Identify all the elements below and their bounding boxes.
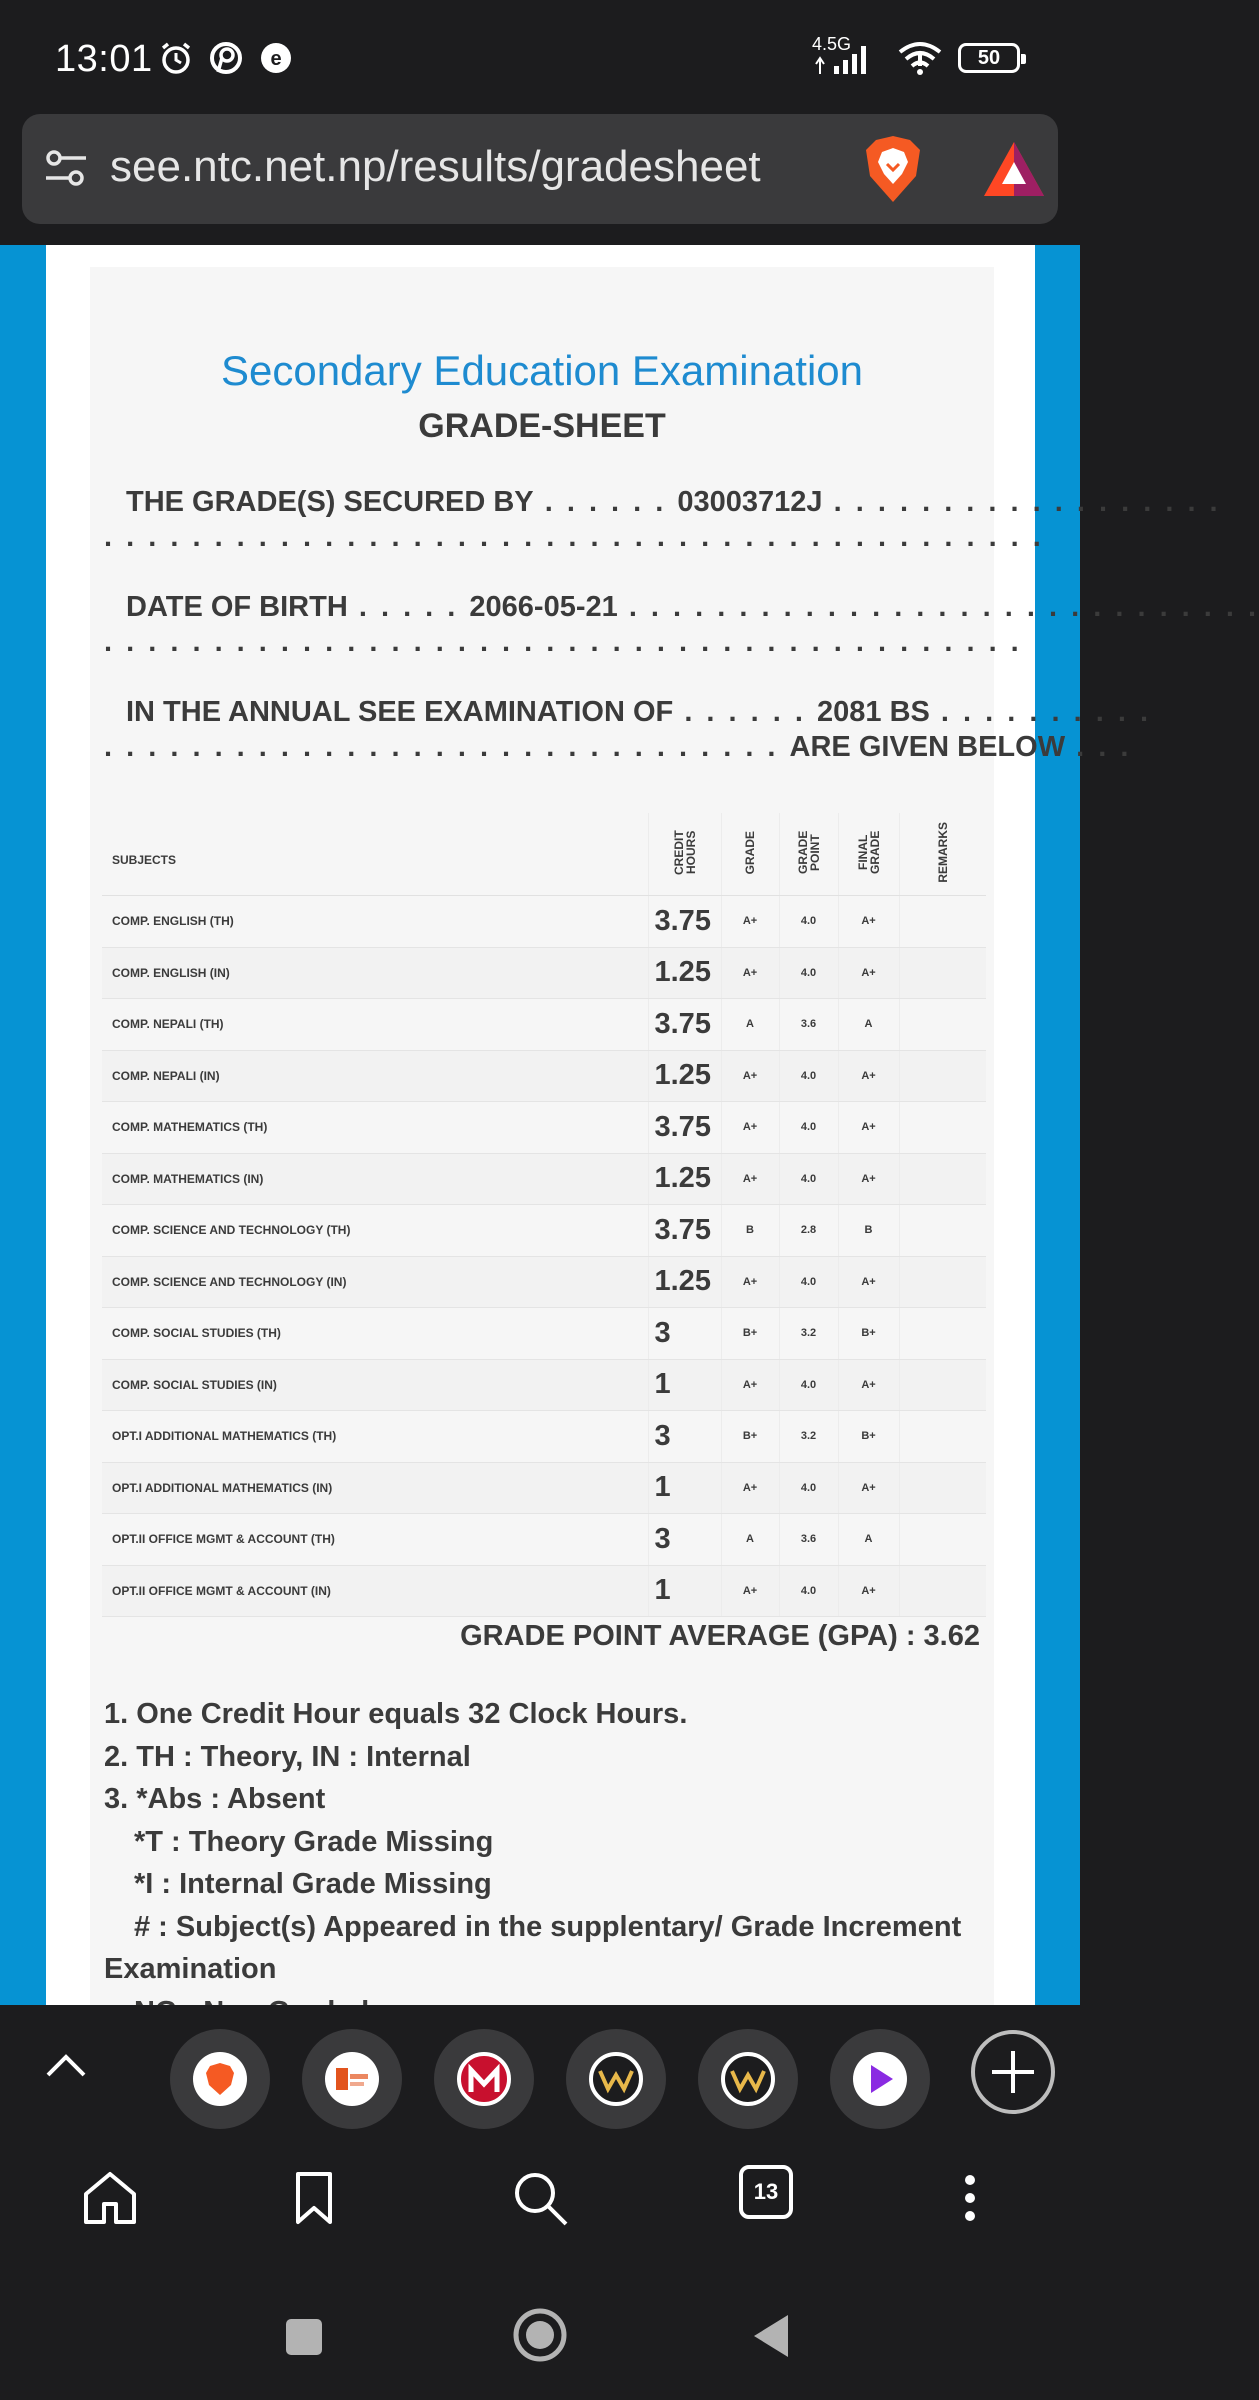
remarks-cell — [899, 1308, 986, 1360]
credit-hours-cell: 1.25 — [648, 1153, 721, 1205]
credit-hours-cell: 1.25 — [648, 1050, 721, 1102]
grade-point-cell: 4.0 — [779, 947, 838, 999]
grade-cell: B+ — [721, 1308, 779, 1360]
expand-tabs-icon[interactable] — [44, 2045, 88, 2089]
store-favicon-icon — [325, 2052, 379, 2106]
table-row — [102, 1308, 986, 1360]
final-grade-cell: A+ — [838, 947, 899, 999]
final-grade-cell: B+ — [838, 1308, 899, 1360]
grade-cell: B — [721, 1205, 779, 1257]
grade-cell: A+ — [721, 1153, 779, 1205]
credit-hours-cell: 1.25 — [648, 947, 721, 999]
grade-cell: A+ — [721, 1102, 779, 1154]
final-grade-cell: B+ — [838, 1411, 899, 1463]
grade-point-cell: 4.0 — [779, 1359, 838, 1411]
note-item: Examination — [104, 1953, 277, 1985]
credit-hours-cell: 1 — [648, 1359, 721, 1411]
note-item: 1. One Credit Hour equals 32 Clock Hours. — [104, 1698, 688, 1730]
note-item: # : Subject(s) Appeared in the supplentary/ Grade Increment — [134, 1910, 962, 1943]
table-row — [102, 1102, 986, 1154]
grade-point-cell: 4.0 — [779, 1050, 838, 1102]
site-settings-icon[interactable] — [42, 144, 90, 192]
remarks-cell — [899, 999, 986, 1051]
grade-cell: A+ — [721, 1462, 779, 1514]
grade-point-cell: 4.0 — [779, 1565, 838, 1617]
grade-cell: A+ — [721, 1256, 779, 1308]
tab-strip — [0, 2005, 1080, 2135]
gradesheet-card — [90, 267, 1259, 2067]
status-bar — [0, 0, 1080, 115]
tab-store[interactable] — [302, 2029, 402, 2129]
note-item: *T : Theory Grade Missing — [134, 1825, 494, 1858]
brave-shields-icon[interactable] — [862, 134, 924, 204]
grade-cell: A+ — [721, 1565, 779, 1617]
col-final-grade: FINAL GRADE — [838, 813, 899, 896]
table-row — [102, 1411, 986, 1463]
subject-cell: OPT.I ADDITIONAL MATHEMATICS (TH) — [102, 1411, 648, 1463]
tab-m-app[interactable] — [434, 2029, 534, 2129]
credit-hours-cell: 3.75 — [648, 896, 721, 948]
col-credit-hours: CREDIT HOURS — [648, 813, 721, 896]
col-grade: GRADE — [721, 813, 779, 896]
secured-by-label: THE GRADE(S) SECURED BY — [126, 486, 534, 518]
notes-list — [104, 1693, 984, 2033]
grade-cell: B+ — [721, 1411, 779, 1463]
menu-icon[interactable] — [940, 2168, 1000, 2228]
table-row — [102, 1205, 986, 1257]
grade-cell: A — [721, 1514, 779, 1566]
grade-point-cell: 3.2 — [779, 1308, 838, 1360]
secured-by-block: THE GRADE(S) SECURED BY . . . . . . 03003712J . . . . . . . . . . . . . . . . . . . . . . . . . . . . . . . . . . . . . . . . . . . . . . . . . . . . . . . . . . . . . — [104, 486, 1221, 553]
grade-point-cell: 4.0 — [779, 1102, 838, 1154]
home-icon[interactable] — [80, 2168, 140, 2228]
remarks-cell — [899, 1462, 986, 1514]
subject-cell: COMP. ENGLISH (TH) — [102, 896, 648, 948]
system-navigation — [0, 2275, 1080, 2400]
m-app-favicon-icon — [457, 2052, 511, 2106]
credit-hours-cell: 3.75 — [648, 1102, 721, 1154]
subject-cell: COMP. ENGLISH (IN) — [102, 947, 648, 999]
wa-favicon-icon — [721, 2052, 775, 2106]
credit-hours-cell: 1 — [648, 1462, 721, 1514]
url-text[interactable]: see.ntc.net.np/results/gradesheet — [110, 142, 761, 191]
credit-hours-cell: 3 — [648, 1308, 721, 1360]
final-grade-cell: A+ — [838, 1050, 899, 1102]
remarks-cell — [899, 896, 986, 948]
exam-block: IN THE ANNUAL SEE EXAMINATION OF . . . . . . 2081 BS . . . . . . . . . . . . . . . . . . . . . . . . . . . . . . . . . . . . . . . . . ARE GIVEN BELOW . . . — [104, 696, 1152, 763]
remarks-cell — [899, 1102, 986, 1154]
final-grade-cell: A+ — [838, 1256, 899, 1308]
recents-icon[interactable] — [284, 2317, 324, 2357]
dob-block: DATE OF BIRTH . . . . . 2066-05-21 . . . . . . . . . . . . . . . . . . . . . . . . . . . . . . . . . . . . . . . . . . . . . . . . . . . . . . . . . . . . . . . . . . . . . . . — [104, 591, 1259, 658]
remarks-cell — [899, 1359, 986, 1411]
subject-cell: COMP. SOCIAL STUDIES (TH) — [102, 1308, 648, 1360]
grade-point-cell: 3.6 — [779, 1514, 838, 1566]
clock: 13:01 — [55, 38, 153, 80]
grade-cell: A+ — [721, 947, 779, 999]
subject-cell: OPT.I ADDITIONAL MATHEMATICS (IN) — [102, 1462, 648, 1514]
credit-hours-cell: 3.75 — [648, 999, 721, 1051]
credit-hours-cell: 3 — [648, 1411, 721, 1463]
subject-cell: COMP. SCIENCE AND TECHNOLOGY (TH) — [102, 1205, 648, 1257]
web-page[interactable] — [0, 245, 1259, 2005]
dob-label: DATE OF BIRTH — [126, 591, 348, 623]
tab-brave[interactable] — [170, 2029, 270, 2129]
signal-icon — [812, 38, 882, 78]
grade-point-cell: 2.8 — [779, 1205, 838, 1257]
wa-favicon-icon — [589, 2052, 643, 2106]
table-row — [102, 947, 986, 999]
remarks-cell — [899, 1256, 986, 1308]
alarm-icon — [158, 40, 194, 76]
brave-rewards-icon[interactable] — [982, 138, 1046, 200]
col-remarks: REMARKS — [899, 813, 986, 896]
grade-point-cell: 3.6 — [779, 999, 838, 1051]
table-row — [102, 1050, 986, 1102]
remarks-cell — [899, 1565, 986, 1617]
subject-cell: COMP. NEPALI (IN) — [102, 1050, 648, 1102]
subject-cell: COMP. MATHEMATICS (TH) — [102, 1102, 648, 1154]
remarks-cell — [899, 1205, 986, 1257]
credit-hours-cell: 3 — [648, 1514, 721, 1566]
wifi-icon — [896, 38, 944, 78]
dob-value: 2066-05-21 — [469, 591, 618, 623]
new-tab-icon[interactable] — [970, 2029, 1056, 2115]
remarks-cell — [899, 1411, 986, 1463]
table-row — [102, 1256, 986, 1308]
note-item: 2. TH : Theory, IN : Internal — [104, 1740, 471, 1773]
remarks-cell — [899, 1153, 986, 1205]
system-indicators — [812, 34, 1020, 78]
tab-wa-app-1[interactable] — [566, 2029, 666, 2129]
table-row — [102, 1565, 986, 1617]
remarks-cell — [899, 947, 986, 999]
exam-label: IN THE ANNUAL SEE EXAMINATION OF — [126, 696, 674, 728]
credit-hours-cell: 1.25 — [648, 1256, 721, 1308]
note-item: 3. *Abs : Absent — [104, 1783, 326, 1815]
note-item: *I : Internal Grade Missing — [134, 1868, 492, 1900]
final-grade-cell: A+ — [838, 1565, 899, 1617]
battery-indicator: 50 — [958, 43, 1020, 73]
grade-point-cell: 4.0 — [779, 1256, 838, 1308]
exam-title: Secondary Education Examination — [220, 347, 864, 394]
subject-cell: COMP. SCIENCE AND TECHNOLOGY (IN) — [102, 1256, 648, 1308]
gradesheet-heading: GRADE-SHEET — [418, 407, 666, 445]
grade-point-cell: 4.0 — [779, 1462, 838, 1514]
symbol-number: 03003712J — [677, 486, 823, 518]
svg-text:e: e — [270, 48, 282, 70]
subject-cell: COMP. MATHEMATICS (IN) — [102, 1153, 648, 1205]
table-row — [102, 1359, 986, 1411]
final-grade-cell: A+ — [838, 1153, 899, 1205]
remarks-cell — [899, 1050, 986, 1102]
address-bar[interactable] — [22, 114, 1058, 224]
notification-icons — [158, 40, 294, 76]
grade-cell: A — [721, 999, 779, 1051]
final-grade-cell: A+ — [838, 1102, 899, 1154]
final-grade-cell: A — [838, 999, 899, 1051]
browser-toolbar — [0, 2135, 1080, 2275]
table-row — [102, 896, 986, 948]
remarks-cell — [899, 1514, 986, 1566]
tab-play[interactable] — [830, 2029, 930, 2129]
brave-favicon-icon — [193, 2052, 247, 2106]
col-grade-point: GRADE POINT — [779, 813, 838, 896]
grade-cell: A+ — [721, 896, 779, 948]
home-nav-icon[interactable] — [512, 2307, 568, 2363]
grade-point-cell: 3.2 — [779, 1411, 838, 1463]
final-grade-cell: A+ — [838, 1462, 899, 1514]
bookmark-icon[interactable] — [284, 2168, 344, 2228]
credit-hours-cell: 3.75 — [648, 1205, 721, 1257]
tab-count-button[interactable]: 13 — [739, 2165, 793, 2219]
given-below-label: ARE GIVEN BELOW — [789, 731, 1066, 763]
grade-point-cell: 4.0 — [779, 1153, 838, 1205]
grade-cell: A+ — [721, 1050, 779, 1102]
play-favicon-icon — [853, 2052, 907, 2106]
final-grade-cell: A+ — [838, 1359, 899, 1411]
final-grade-cell: B — [838, 1205, 899, 1257]
table-row — [102, 1514, 986, 1566]
grade-point-cell: 4.0 — [779, 896, 838, 948]
credit-hours-cell: 1 — [648, 1565, 721, 1617]
subject-cell: COMP. SOCIAL STUDIES (IN) — [102, 1359, 648, 1411]
subject-cell: COMP. NEPALI (TH) — [102, 999, 648, 1051]
cellular-signal — [812, 34, 882, 78]
gpa-summary: GRADE POINT AVERAGE (GPA) : 3.62 — [460, 1620, 980, 1652]
subject-cell: OPT.II OFFICE MGMT & ACCOUNT (IN) — [102, 1565, 648, 1617]
table-row — [102, 1462, 986, 1514]
final-grade-cell: A — [838, 1514, 899, 1566]
network-type: 4.5G — [812, 34, 852, 54]
pinterest-like-icon — [208, 40, 244, 76]
exam-year: 2081 BS — [817, 696, 930, 728]
grades-table — [102, 813, 986, 1617]
e-app-icon — [258, 40, 294, 76]
grade-cell: A+ — [721, 1359, 779, 1411]
col-subjects: SUBJECTS — [102, 813, 648, 896]
back-icon[interactable] — [750, 2313, 792, 2359]
search-icon[interactable] — [510, 2168, 570, 2228]
table-row — [102, 999, 986, 1051]
table-header — [102, 813, 986, 896]
table-row — [102, 1153, 986, 1205]
final-grade-cell: A+ — [838, 896, 899, 948]
tab-wa-app-2[interactable] — [698, 2029, 798, 2129]
subject-cell: OPT.II OFFICE MGMT & ACCOUNT (TH) — [102, 1514, 648, 1566]
